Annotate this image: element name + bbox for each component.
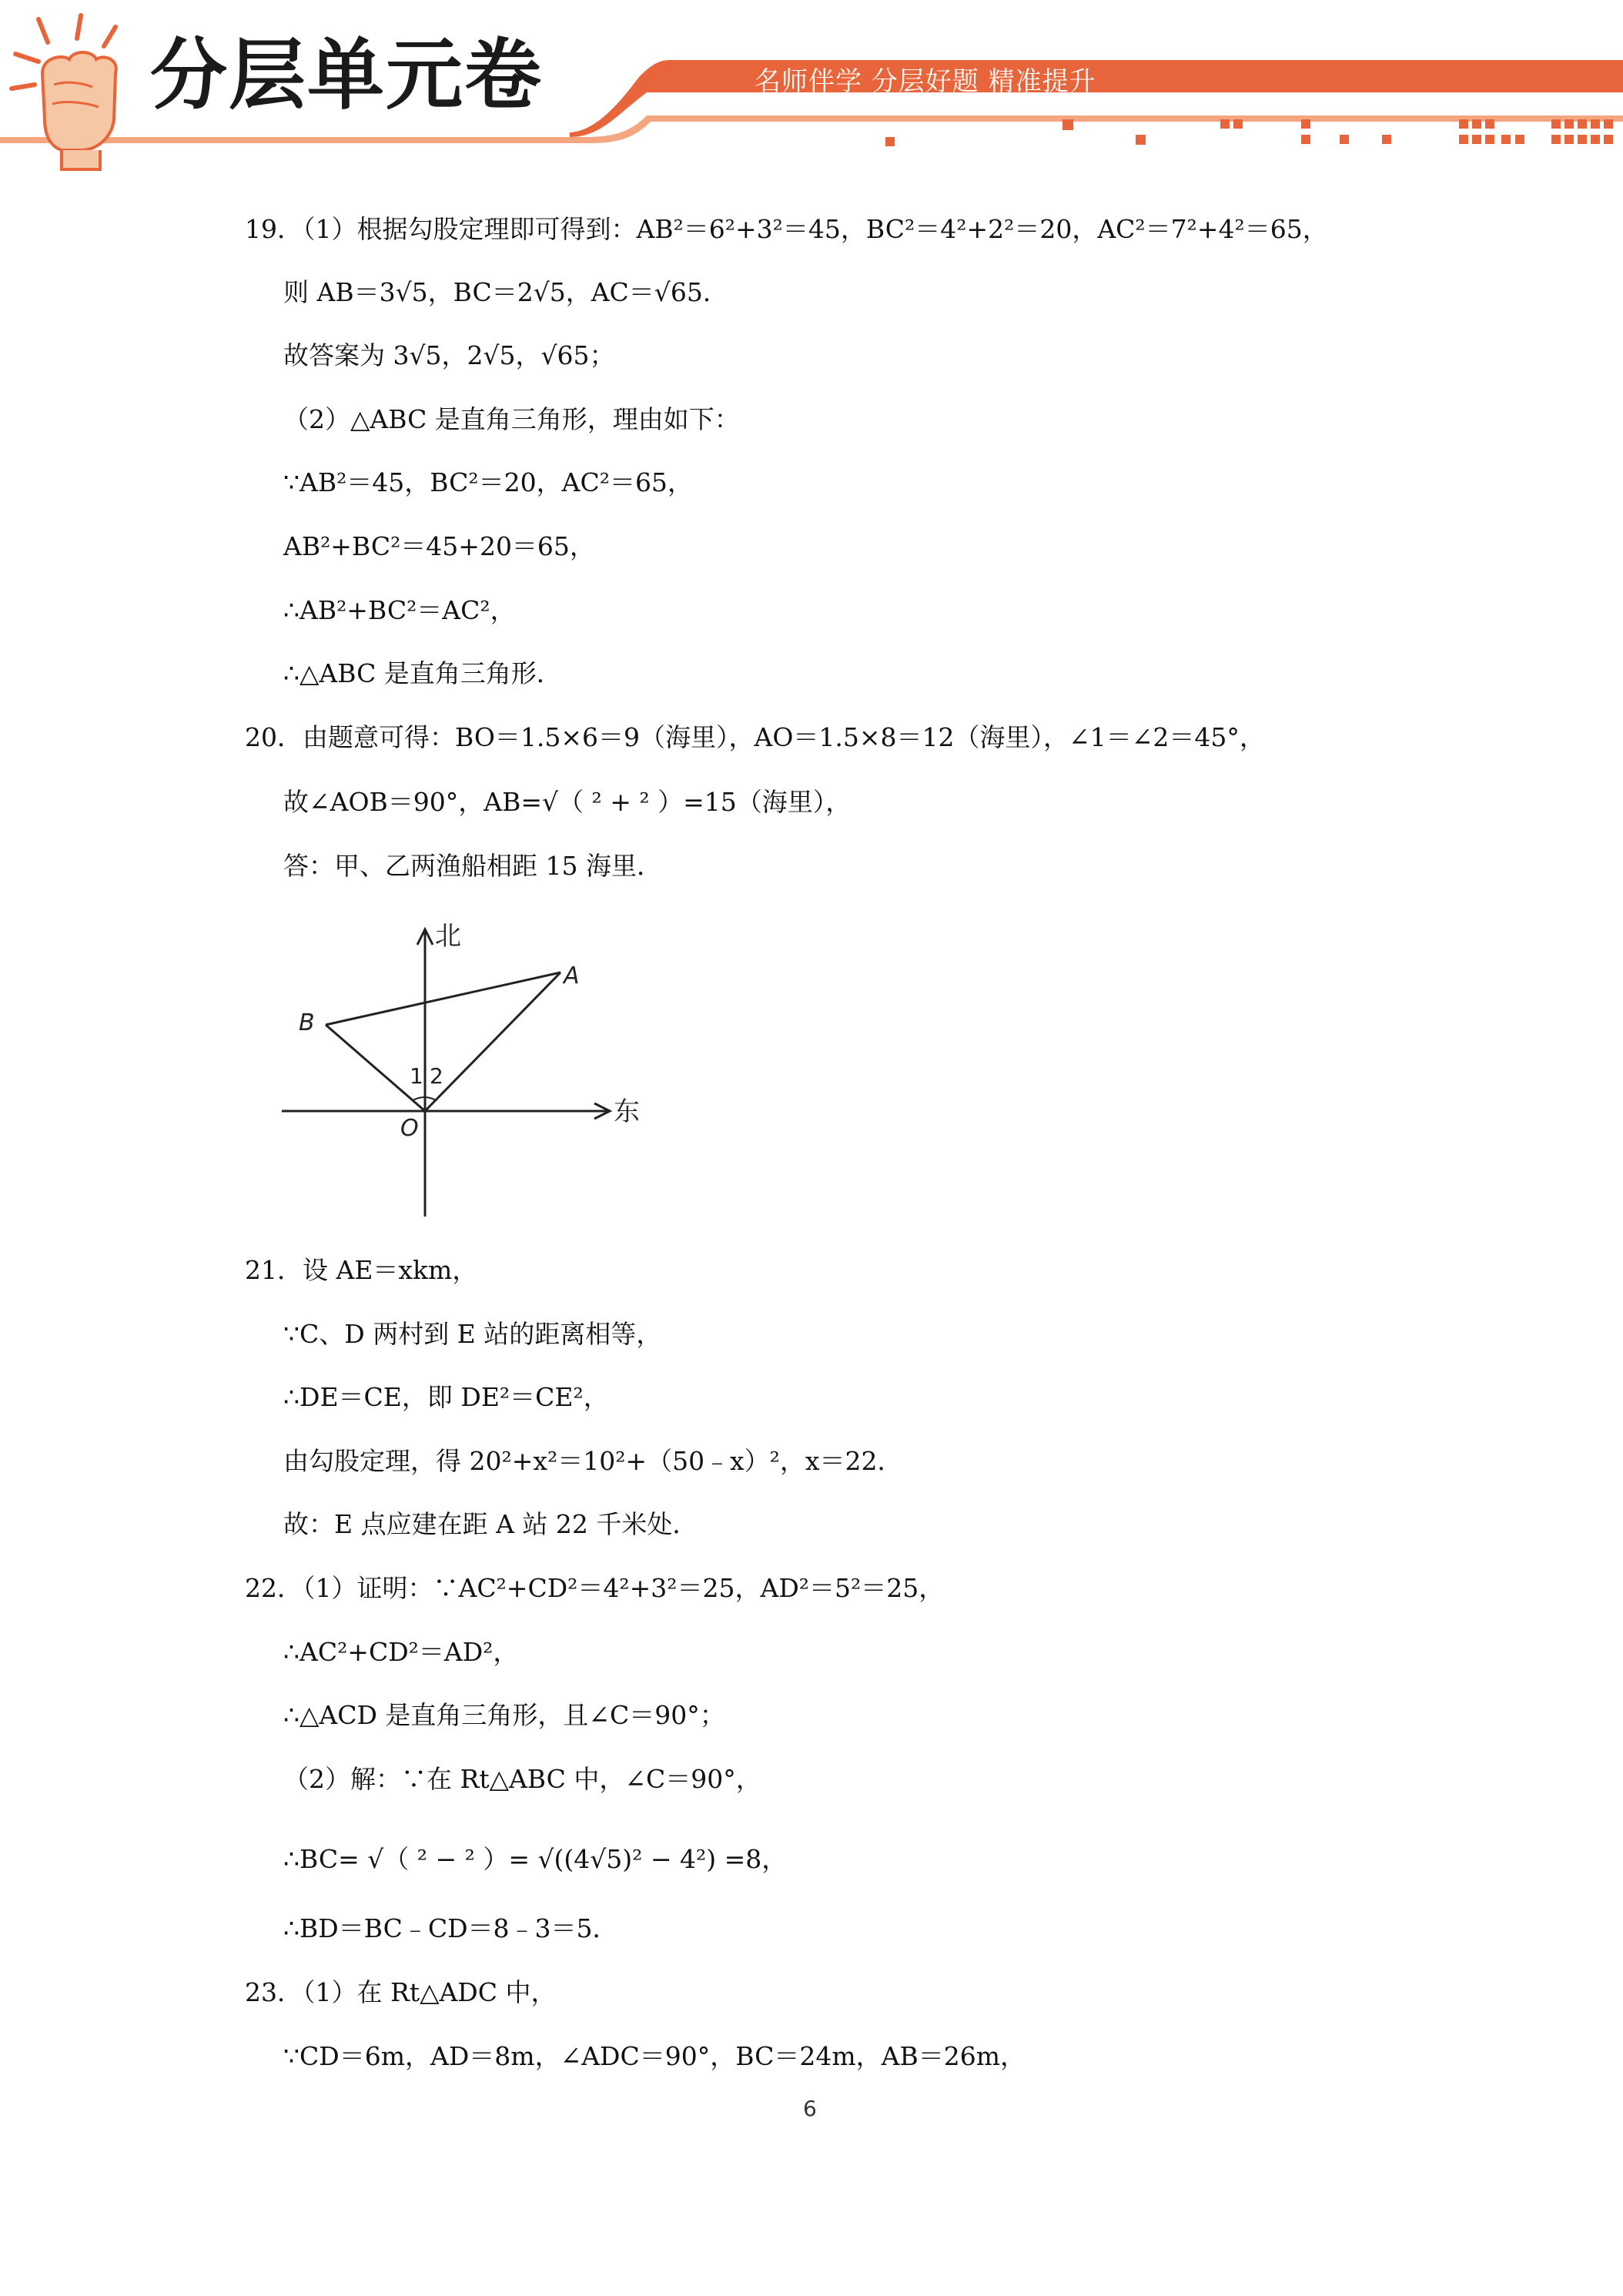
question-number: 20． bbox=[245, 722, 303, 752]
point-O-label: O bbox=[400, 1115, 419, 1142]
q22-line2: ∴AC²+CD²＝AD²， bbox=[283, 1637, 519, 1667]
q21-line5: 故：E 点应建在距 A 站 22 千米处． bbox=[283, 1509, 698, 1539]
q23-line1 bbox=[245, 1977, 557, 2008]
q22-line3: ∴△ACD 是直角三角形，且∠C＝90°； bbox=[283, 1700, 725, 1730]
q20-text-1: 由题意可得：BO＝1.5×6＝9（海里），AO＝1.5×8＝12（海里），∠1＝∠2＝45°， bbox=[303, 722, 1265, 752]
header-title: 分层单元卷 bbox=[150, 30, 543, 120]
q19-line5: ∵AB²＝45，BC²＝20，AC²＝65， bbox=[283, 467, 693, 497]
angle-1-label: 1 bbox=[410, 1063, 423, 1089]
q20-line1 bbox=[245, 722, 1265, 753]
point-B-label: B bbox=[299, 1009, 315, 1036]
question-number: 22． bbox=[245, 1573, 303, 1603]
raised-fist-icon bbox=[8, 12, 146, 173]
q23-line2: ∵CD＝6m，AD＝8m，∠ADC＝90°，BC＝24m，AB＝26m， bbox=[283, 2041, 1026, 2071]
q21-text-1: 设 AE＝xkm， bbox=[303, 1255, 478, 1285]
q19-line2: 则 AB＝3√5，BC＝2√5，AC＝√65． bbox=[283, 277, 728, 307]
q19-line4: （2）△ABC 是直角三角形，理由如下： bbox=[283, 404, 740, 434]
segment-AO bbox=[425, 972, 561, 1111]
q20-line2: 故∠AOB＝90°，AB=√（ ² + ² ）=15（海里）， bbox=[283, 787, 852, 817]
angle-2-label: 2 bbox=[430, 1063, 443, 1089]
q21-line1 bbox=[245, 1255, 477, 1286]
q19-line7: ∴AB²+BC²＝AC²， bbox=[283, 595, 516, 625]
point-A-label: A bbox=[564, 962, 580, 989]
q20-line3: 答：甲、乙两渔船相距 15 海里． bbox=[283, 851, 662, 881]
q19-line8: ∴△ABC 是直角三角形． bbox=[283, 658, 562, 688]
q22-line1 bbox=[245, 1573, 944, 1604]
compass-triangle-figure bbox=[277, 912, 654, 1224]
header-slogan: 名师伴学 分层好题 精准提升 bbox=[755, 66, 1096, 97]
question-number: 19． bbox=[245, 214, 303, 244]
q22-line4: （2）解：∵在 Rt△ABC 中，∠C＝90°， bbox=[283, 1764, 761, 1794]
q21-line2: ∵C、D 两村到 E 站的距离相等， bbox=[283, 1319, 662, 1349]
page-number: 6 bbox=[803, 2096, 817, 2121]
q19-line1 bbox=[245, 214, 1328, 245]
q21-line3: ∴DE＝CE，即 DE²＝CE²， bbox=[283, 1382, 609, 1412]
page-header bbox=[0, 0, 1623, 177]
q19-line3: 故答案为 3√5，2√5，√65； bbox=[283, 340, 615, 370]
decorative-squares bbox=[885, 119, 1613, 146]
q21-line4: 由勾股定理，得 20²+x²＝10²+（50﹣x）²，x＝22． bbox=[283, 1446, 903, 1476]
segment-BA bbox=[326, 972, 561, 1025]
q22-line6: ∴BD＝BC﹣CD＝8﹣3＝5． bbox=[283, 1913, 618, 1943]
east-label: 东 bbox=[614, 1096, 640, 1127]
question-number: 23． bbox=[245, 1977, 303, 2007]
q19-text-1: （1）根据勾股定理即可得到：AB²＝6²+3²＝45，BC²＝4²+2²＝20，AC²＝7²+4²＝65， bbox=[303, 214, 1328, 244]
q22-line5: ∴BC= √（ ² − ² ）= √((4√5)² − 4²) =8， bbox=[283, 1844, 788, 1874]
question-number: 21． bbox=[245, 1255, 303, 1285]
q23-text-1: （1）在 Rt△ADC 中， bbox=[303, 1977, 557, 2007]
q19-line6: AB²+BC²＝45+20＝65， bbox=[283, 531, 595, 561]
north-label: 北 bbox=[435, 921, 461, 952]
q22-text-1: （1）证明：∵AC²+CD²＝4²+3²＝25，AD²＝5²＝25， bbox=[303, 1573, 945, 1603]
figure-svg bbox=[277, 912, 654, 1224]
